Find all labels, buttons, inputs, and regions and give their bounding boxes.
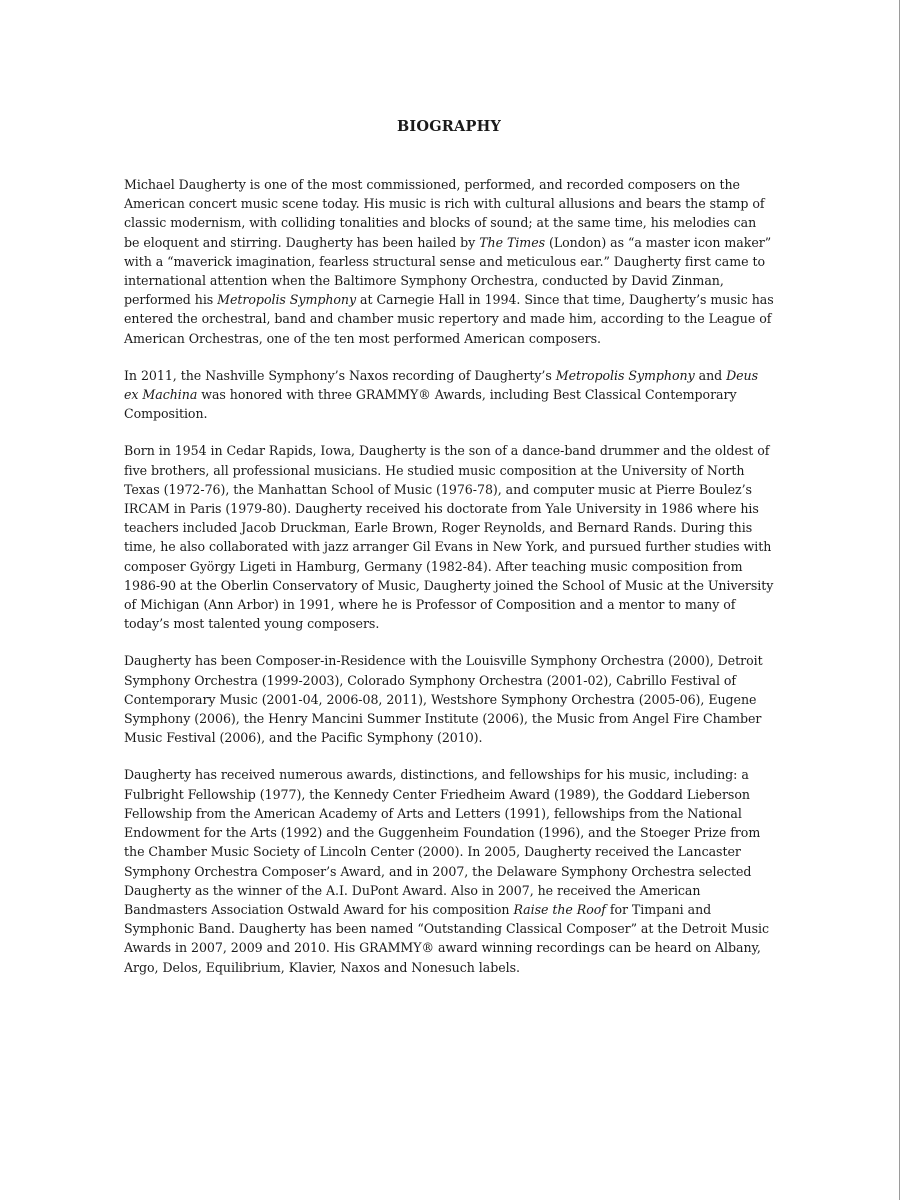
paragraph-5	[124, 765, 774, 976]
body-text: Daugherty has been Composer-in-Residence with the Louisville Symphony Orchestra (2000), Detroit Symphony Orchestra (1999-2003), Colorado Symphony Orchestra (2001-02), Cabrillo Festival of Contemporary Music (2001-04, 2006-08, 2011), Westshore Symphony Orchestra (2005-06), Eugene Symphony (2006), the Henry Mancini Summer Institute (2006), the Music from Angel Fire Chamber Music Festival (2006), and the Pacific Symphony (2010).	[124, 653, 763, 746]
body-text: for Timpani and Symphonic Band. Daugherty has been named “Outstanding Classical Composer” at the Detroit Music Awards in 2007, 2009 and 2010. His GRAMMY® award winning recordings can be heard on Albany, Argo, Delos, Equilibrium, Klavier, Naxos and Nonesuch labels.	[124, 901, 769, 975]
paragraph-3	[124, 441, 774, 633]
paragraph-1	[124, 175, 774, 348]
body-text: Daugherty has received numerous awards, distinctions, and fellowships for his music, including: a Fulbright Fellowship (1977), the Kennedy Center Friedheim Award (1989), the Goddard Lieberson Fellowship from the American Academy of Arts and Letters (1991), fellowships from the National Endowment for the Arts (1992) and the Guggenheim Foundation (1996), and the Stoeger Prize from the Chamber Music Society of Lincoln Center (2000). In 2005, Daugherty received the Lancaster Symphony Orchestra Composer’s Award, and in 2007, the Delaware Symphony Orchestra selected Daugherty as the winner of the A.I. DuPont Award. Also in 2007, he received the American Bandmasters Association Ostwald Award for his composition	[124, 767, 761, 917]
body-text: (London) as “a master icon maker” with a “maverick imagination, fearless structural sense and meticulous ear.” Daugherty first came to international attention when the Baltimore Symphony Orchestra, conducted by David Zinman, performed his	[124, 234, 772, 308]
paragraph-list	[124, 175, 774, 977]
body-text: Michael Daugherty is one of the most commissioned, performed, and recorded composers on the American concert music scene today. His music is rich with cultural allusions and bears the stamp of classic modernism, with colliding tonalities and blocks of sound; at the same time, his melodies can be eloquent and stirring. Daugherty has been hailed by	[124, 177, 765, 250]
body-text: was honored with three GRAMMY® Awards, including Best Classical Contemporary Composition.	[124, 387, 737, 422]
body-text: and	[694, 367, 727, 383]
italic-title-text: The Times	[479, 234, 546, 250]
italic-title-text: Metropolis Symphony	[555, 367, 695, 383]
italic-title-text: Deus ex Machina	[124, 367, 759, 403]
italic-title-text: Metropolis Symphony	[217, 292, 357, 308]
body-text: Born in 1954 in Cedar Rapids, Iowa, Daugherty is the son of a dance-band drummer and the oldest of five brothers, all professional musicians. He studied music composition at the University of North Texas (1972-76), the Manhattan School of Music (1976-78), and computer music at Pierre Boulez’s IRCAM in Paris (1979-80). Daugherty received his doctorate from Yale University in 1986 where his teachers included Jacob Druckman, Earle Brown, Roger Reynolds, and Bernard Rands. During this time, he also collaborated with jazz arranger Gil Evans in New York, and pursued further studies with composer György Ligeti in Hamburg, Germany (1982-84). After teaching music composition from 1986-90 at the Oberlin Conservatory of Music, Daugherty joined the School of Music at the University of Michigan (Ann Arbor) in 1991, where he is Professor of Composition and a mentor to many of today’s most talented young composers.	[124, 443, 774, 632]
body-text: In 2011, the Nashville Symphony’s Naxos recording of Daugherty’s	[124, 367, 556, 383]
paragraph-2	[124, 366, 774, 424]
biography-document	[124, 118, 774, 995]
document-title: BIOGRAPHY	[396, 118, 502, 135]
body-text: at Carnegie Hall in 1994. Since that time, Daugherty’s music has entered the orchestral, band and chamber music repertory and made him, according to the League of American Orchestras, one of the ten most performed American composers.	[124, 292, 774, 346]
italic-title-text: Raise the Roof	[513, 901, 606, 917]
paragraph-4	[124, 651, 774, 747]
